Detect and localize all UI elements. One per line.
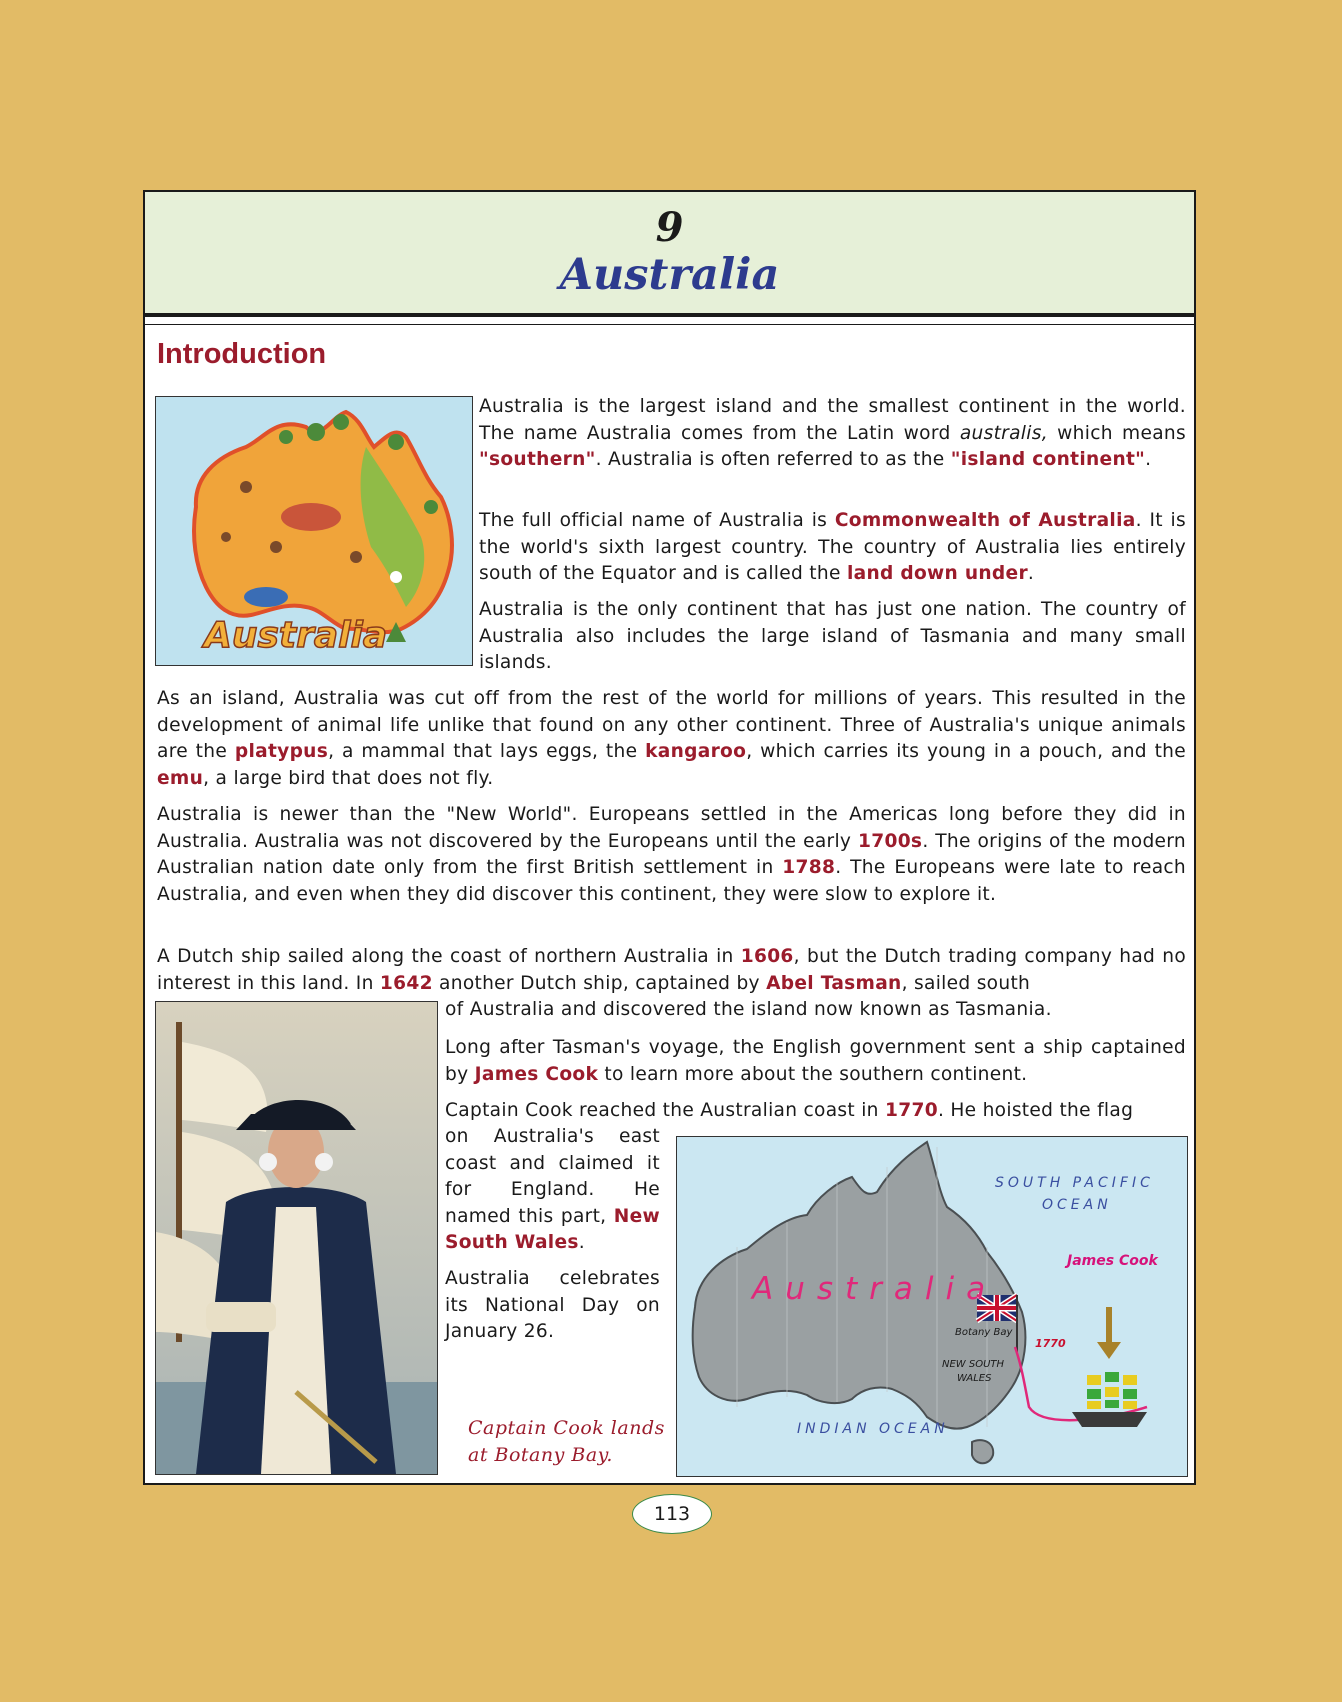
- map-label-1770: 1770: [1035, 1337, 1066, 1350]
- section-heading-introduction: Introduction: [157, 338, 327, 370]
- paragraph-8-continued: on Australia's east coast and claimed it for England. He named this part, New South Wales.: [445, 1126, 660, 1253]
- map-label-nsw-2: WALES: [957, 1373, 992, 1384]
- paragraph-6-continued: of Australia and discovered the island now known as Tasmania.: [445, 999, 1052, 1020]
- page-frame: [143, 190, 1196, 1485]
- paragraph-6: A Dutch ship sailed along the coast of northern Australia in 1606, but the Dutch trading company had no interest in this land. In 1642 another Dutch ship, captained by Abel Tasman, sailed south: [157, 946, 1187, 994]
- header-divider: [145, 324, 1194, 325]
- map-label-botany-bay: Botany Bay: [955, 1327, 1013, 1338]
- chapter-number: 9: [655, 204, 684, 251]
- map-label-australia: Australia: [752, 1271, 998, 1307]
- map-label-nsw-1: NEW SOUTH: [942, 1359, 1005, 1370]
- paragraph-7: Long after Tasman's voyage, the English government sent a ship captained by James Cook to learn more about the southern continent.: [445, 1037, 1186, 1085]
- paragraph-3: Australia is the only continent that has just one nation. The country of Australia also includes the large island of Tasmania and many small islands.: [479, 599, 1186, 673]
- illustrated-australia-map: [155, 396, 473, 666]
- page-number: 113: [632, 1494, 712, 1534]
- paragraph-8: Captain Cook reached the Australian coast in 1770. He hoisted the flag: [445, 1100, 1134, 1121]
- captain-cook-portrait: [155, 1001, 438, 1475]
- paragraph-1: Australia is the largest island and the smallest continent in the world. The name Australia comes from the Latin word australis, which means "southern". Australia is often referred to as the "island continent".: [479, 396, 1186, 470]
- map-label-south-pacific-2: OCEAN: [1042, 1197, 1112, 1213]
- cook-voyage-map: [676, 1136, 1188, 1477]
- paragraph-2: The full official name of Australia is Commonwealth of Australia. It is the world's sixth largest country. The country of Australia lies entirely south of the Equator and is called the land down under.: [479, 510, 1186, 584]
- chapter-title: Australia: [559, 250, 780, 300]
- paragraph-4: As an island, Australia was cut off from the rest of the world for millions of years. This resulted in the development of animal life unlike that found on any other continent. Three of Australia's unique animals are the platypus, a mammal that lays eggs, the kangaroo, which carries its young in a pouch, and the emu, a large bird that does not fly.: [157, 688, 1187, 789]
- map-label-indian-ocean: INDIAN OCEAN: [797, 1421, 949, 1437]
- map-label-south-pacific-1: SOUTH PACIFIC: [995, 1175, 1154, 1191]
- paragraph-5: Australia is newer than the "New World". Europeans settled in the Americas long before they did in Australia. Australia was not discovered by the Europeans until the early 1700s. The origins of the modern Australian nation date only from the first British settlement in 1788. The Europeans were late to reach Australia, and even when they did discover this continent, they were slow to explore it.: [157, 804, 1186, 905]
- paragraph-9: Australia celebrates its National Day on January 26.: [445, 1268, 660, 1342]
- map-australia-lettering: Australia: [204, 615, 388, 656]
- portrait-caption: Captain Cook lands at Botany Bay.: [468, 1417, 665, 1466]
- map-label-james-cook: James Cook: [1067, 1253, 1158, 1269]
- chapter-header: [145, 192, 1194, 317]
